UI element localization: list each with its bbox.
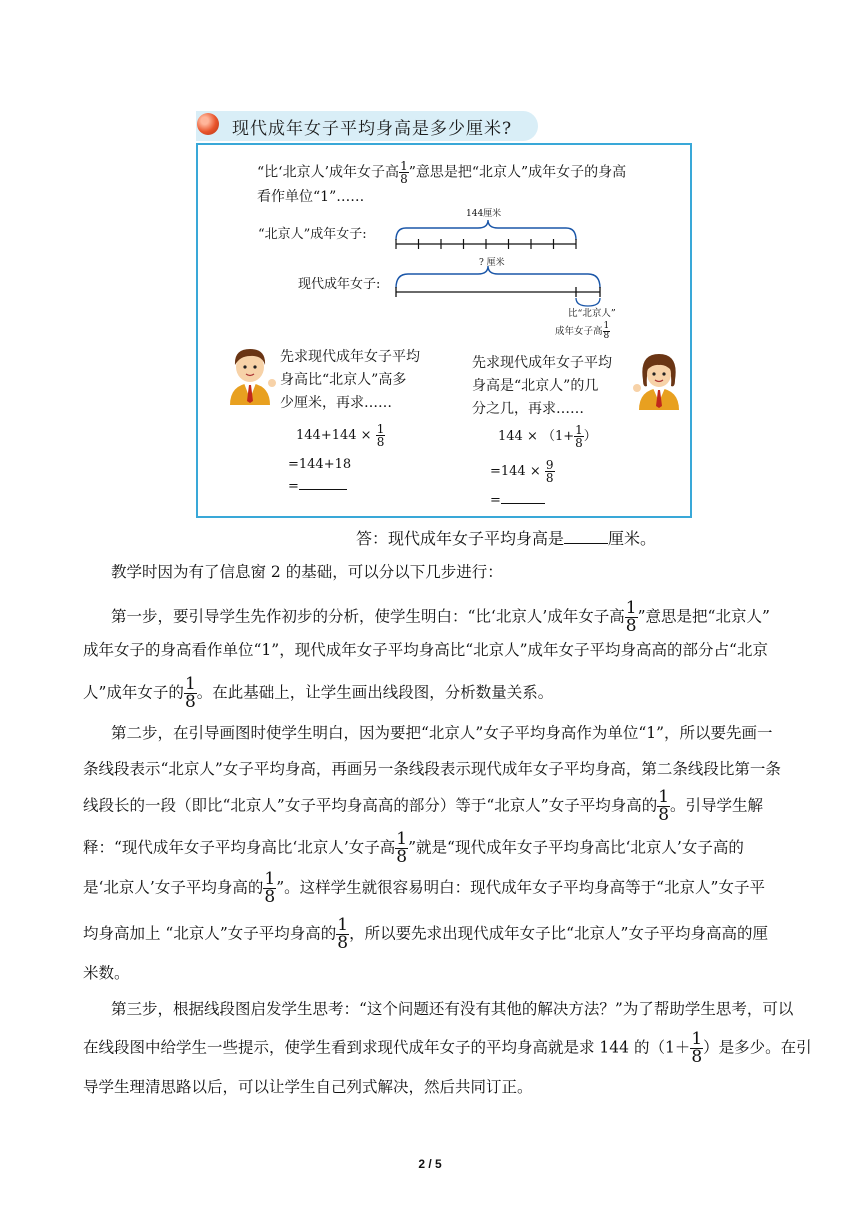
step2-line-1: 第二步，在引导画图时使学生明白，因为要把“北京人”女子平均身高作为单位“1”，所以要先画一 bbox=[111, 724, 773, 742]
question-label: ? 厘米 bbox=[479, 258, 505, 268]
step1-fraction bbox=[625, 600, 638, 635]
girl-figure-icon bbox=[631, 350, 687, 410]
frac-den: 8 bbox=[691, 1047, 703, 1067]
step2-line-4 bbox=[83, 831, 744, 866]
hint-text-b: ”意思是把“北京人”成年女子的身高 bbox=[408, 164, 627, 181]
hint-line-1 bbox=[257, 160, 626, 185]
frac-den: 8 bbox=[603, 331, 610, 341]
step2-line-6 bbox=[83, 917, 768, 952]
step2-line-3 bbox=[83, 789, 763, 824]
frac-num: 1 bbox=[376, 422, 385, 436]
step2-fraction-1 bbox=[657, 789, 670, 824]
frac-num: 1 bbox=[575, 423, 583, 437]
step1-text-c: 人”成年女子的 bbox=[83, 683, 184, 702]
frac-num: 1 bbox=[337, 915, 349, 935]
bracket-label-2 bbox=[555, 322, 610, 341]
frac-den: 8 bbox=[658, 805, 670, 825]
frac-den: 8 bbox=[376, 435, 385, 449]
step2-line-7: 米数。 bbox=[83, 964, 130, 982]
step2-text-g: 均身高加上 “北京人”女子平均身高的 bbox=[83, 924, 337, 943]
frac-num: 1 bbox=[400, 159, 408, 173]
frac-num: 1 bbox=[184, 674, 196, 694]
frac-den: 8 bbox=[545, 471, 554, 485]
step2-line-2: 条线段表示“北京人”女子平均身高，再画另一条线段表示现代成年女子平均身高，第二条线段比第一条 bbox=[83, 760, 781, 778]
left-calc-fraction bbox=[376, 423, 386, 448]
left-calc-1-text: 144+144 × bbox=[296, 428, 372, 443]
right-answer-blank bbox=[501, 493, 545, 504]
bracket-label-2-text: 成年女子高 bbox=[555, 326, 603, 337]
right-calc-1-text-b: ） bbox=[583, 429, 597, 444]
step2-line-5 bbox=[83, 871, 765, 906]
step2-fraction-2 bbox=[395, 831, 408, 866]
step1-line-2: 成年女子的身高看作单位“1”，现代成年女子平均身高比“北京人”成年女子平均身高高的部分占“北京 bbox=[83, 641, 768, 659]
frac-den: 8 bbox=[184, 692, 196, 712]
bullet-ball-icon bbox=[197, 113, 219, 135]
step3-text-b: ）是多少。在引 bbox=[703, 1038, 812, 1057]
step1-line-1 bbox=[111, 600, 770, 635]
right-calc-fraction-2 bbox=[545, 459, 555, 484]
step1-text-d: 。在此基础上，让学生画出线段图，分析数量关系。 bbox=[196, 683, 554, 702]
step2-text-d: ”就是“现代成年女子平均身高比‘北京人’女子高的 bbox=[408, 838, 744, 857]
step1-fraction-2 bbox=[184, 676, 197, 711]
frac-den: 8 bbox=[625, 616, 637, 636]
right-calc-1-text-a: 144 × （1+ bbox=[498, 429, 575, 444]
row1-label: “北京人”成年女子: bbox=[258, 227, 367, 242]
page-number: 2 / 5 bbox=[418, 1157, 442, 1171]
right-calc-3-text: = bbox=[490, 493, 501, 508]
frac-num: 1 bbox=[264, 869, 276, 889]
step3-line-2 bbox=[83, 1031, 812, 1066]
frac-den: 8 bbox=[396, 847, 408, 867]
right-speech-2: 身高是“北京人”的几 bbox=[472, 378, 599, 394]
left-calc-3-text: = bbox=[288, 479, 299, 494]
frac-den: 8 bbox=[400, 172, 408, 186]
diagram-top-label: 144厘米 bbox=[466, 209, 502, 219]
step2-text-e: 是‘北京人’女子平均身高的 bbox=[83, 878, 264, 897]
frac-num: 1 bbox=[603, 321, 610, 331]
step2-fraction-3 bbox=[263, 871, 276, 906]
frac-num: 9 bbox=[545, 458, 554, 472]
frac-den: 8 bbox=[264, 887, 276, 907]
step2-text-c: 释：“现代成年女子平均身高比‘北京人’女子高 bbox=[83, 838, 396, 857]
bracket-fraction bbox=[603, 322, 611, 341]
boy-figure-icon bbox=[222, 343, 278, 405]
step1-text-a: 第一步，要引导学生先作初步的分析，使学生明白：“比‘北京人’成年女子高 bbox=[111, 607, 625, 626]
step3-line-3: 导学生理清思路以后，可以让学生自己列式解决，然后共同订正。 bbox=[83, 1078, 533, 1096]
right-calc-1 bbox=[498, 424, 597, 449]
right-calc-2 bbox=[490, 459, 555, 484]
brace-144 bbox=[396, 220, 576, 240]
step1-line-3 bbox=[83, 676, 553, 711]
hint-line-2: 看作单位“1”…… bbox=[257, 189, 365, 205]
hint-text-a: “比‘北京人’成年女子高 bbox=[257, 164, 400, 181]
answer-text-b: 厘米。 bbox=[608, 529, 657, 548]
step3-fraction bbox=[690, 1031, 703, 1066]
brace-question bbox=[396, 266, 600, 288]
frac-num: 1 bbox=[625, 598, 637, 618]
brace-extra bbox=[576, 298, 600, 306]
segment-diagram bbox=[380, 210, 620, 310]
step3-text-a: 在线段图中给学生一些提示，使学生看到求现代成年女子的平均身高就是求 144 的（1＋ bbox=[83, 1038, 691, 1057]
frac-num: 1 bbox=[658, 787, 670, 807]
frac-num: 1 bbox=[396, 829, 408, 849]
right-speech-1: 先求现代成年女子平均 bbox=[472, 355, 612, 371]
intro-paragraph: 教学时因为有了信息窗 2 的基础，可以分以下几步进行： bbox=[111, 563, 503, 581]
left-speech-2: 身高比“北京人”高多 bbox=[280, 372, 407, 388]
answer-text-a: 答：现代成年女子平均身高是 bbox=[356, 529, 565, 548]
step2-text-a: 线段长的一段（即比“北京人”女子平均身高高的部分）等于“北京人”女子平均身高的 bbox=[83, 796, 658, 815]
step2-text-f: ”。这样学生就很容易明白：现代成年女子平均身高等于“北京人”女子平 bbox=[276, 878, 765, 897]
left-calc-3 bbox=[288, 479, 347, 493]
left-speech-3: 少厘米，再求…… bbox=[280, 395, 392, 411]
step2-fraction-4 bbox=[336, 917, 349, 952]
left-speech-1: 先求现代成年女子平均 bbox=[280, 349, 420, 365]
bracket-label-1: 比“北京人” bbox=[568, 308, 616, 319]
left-calc-2: =144+18 bbox=[288, 457, 352, 472]
step1-text-b: ”意思是把“北京人” bbox=[637, 607, 770, 626]
frac-den: 8 bbox=[337, 933, 349, 953]
step3-line-1: 第三步，根据线段图启发学生思考：“这个问题还有没有其他的解决方法？”为了帮助学生思考，可以 bbox=[111, 1000, 794, 1018]
problem-title: 现代成年女子平均身高是多少厘米? bbox=[232, 119, 513, 139]
left-calc-1 bbox=[296, 423, 385, 448]
answer-line bbox=[356, 526, 656, 549]
right-calc-3 bbox=[490, 493, 545, 507]
step2-text-h: ，所以要先求出现代成年女子比“北京人”女子平均身高高的厘 bbox=[349, 924, 768, 943]
right-calc-fraction bbox=[574, 424, 584, 449]
frac-den: 8 bbox=[575, 436, 583, 450]
frac-num: 1 bbox=[691, 1029, 703, 1049]
row2-label: 现代成年女子: bbox=[298, 277, 381, 292]
answer-blank bbox=[564, 529, 608, 544]
step2-text-b: 。引导学生解 bbox=[670, 796, 764, 815]
left-answer-blank bbox=[299, 479, 347, 490]
right-speech-3: 分之几，再求…… bbox=[472, 401, 584, 417]
right-calc-2-text: =144 × bbox=[490, 464, 541, 479]
hint-fraction bbox=[399, 160, 409, 185]
